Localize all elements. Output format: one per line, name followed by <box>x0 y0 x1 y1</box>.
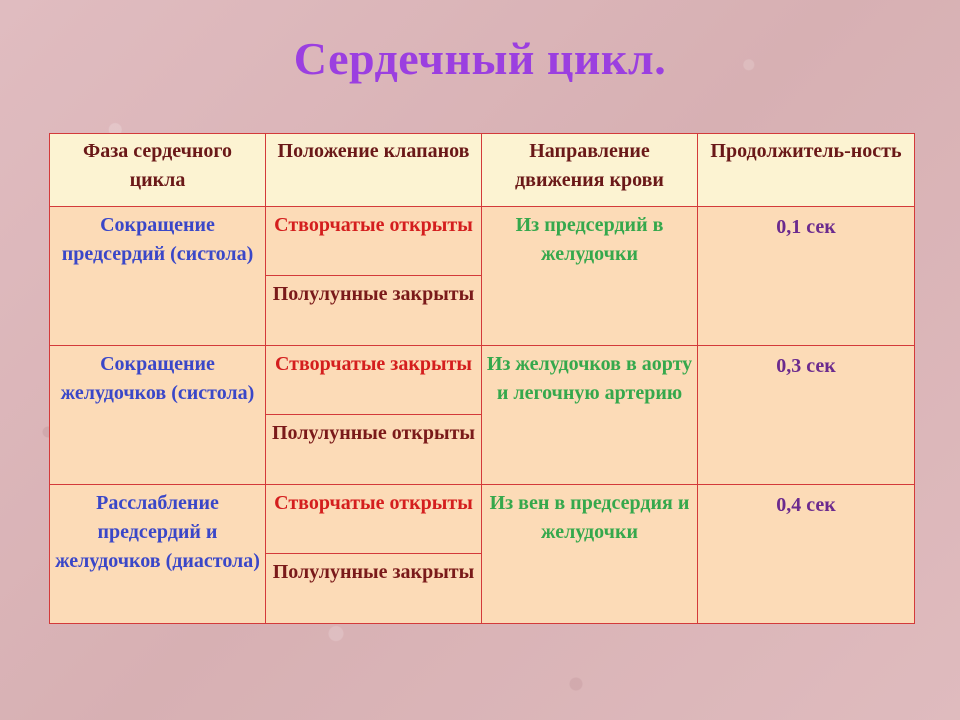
header-duration: Продолжитель-ность <box>698 134 915 207</box>
semilunar-valve-cell: Полулунные открыты <box>266 415 482 485</box>
av-valve-cell: Створчатые закрыты <box>266 346 482 415</box>
phase-cell: Расслабление предсердий и желудочков (диастола) <box>50 485 266 624</box>
header-blood-flow: Направление движения крови <box>482 134 698 207</box>
phase-cell: Сокращение желудочков (систола) <box>50 346 266 485</box>
av-valve-cell: Створчатые открыты <box>266 207 482 276</box>
table-row <box>50 346 915 415</box>
blood-flow-cell: Из желудочков в аорту и легочную артерию <box>482 346 698 485</box>
phase-cell: Сокращение предсердий (систола) <box>50 207 266 346</box>
cardiac-cycle-table <box>49 133 915 624</box>
duration-cell: 0,4 сек <box>698 485 915 624</box>
table-row <box>50 207 915 276</box>
semilunar-valve-cell: Полулунные закрыты <box>266 554 482 624</box>
duration-cell: 0,3 сек <box>698 346 915 485</box>
semilunar-valve-cell: Полулунные закрыты <box>266 276 482 346</box>
header-valves: Положение клапанов <box>266 134 482 207</box>
duration-cell: 0,1 сек <box>698 207 915 346</box>
blood-flow-cell: Из предсердий в желудочки <box>482 207 698 346</box>
header-phase: Фаза сердечного цикла <box>50 134 266 207</box>
blood-flow-cell: Из вен в предсердия и желудочки <box>482 485 698 624</box>
av-valve-cell: Створчатые открыты <box>266 485 482 554</box>
table-row <box>50 485 915 554</box>
page-title: Сердечный цикл. <box>293 33 667 84</box>
table-header-row <box>50 134 915 207</box>
